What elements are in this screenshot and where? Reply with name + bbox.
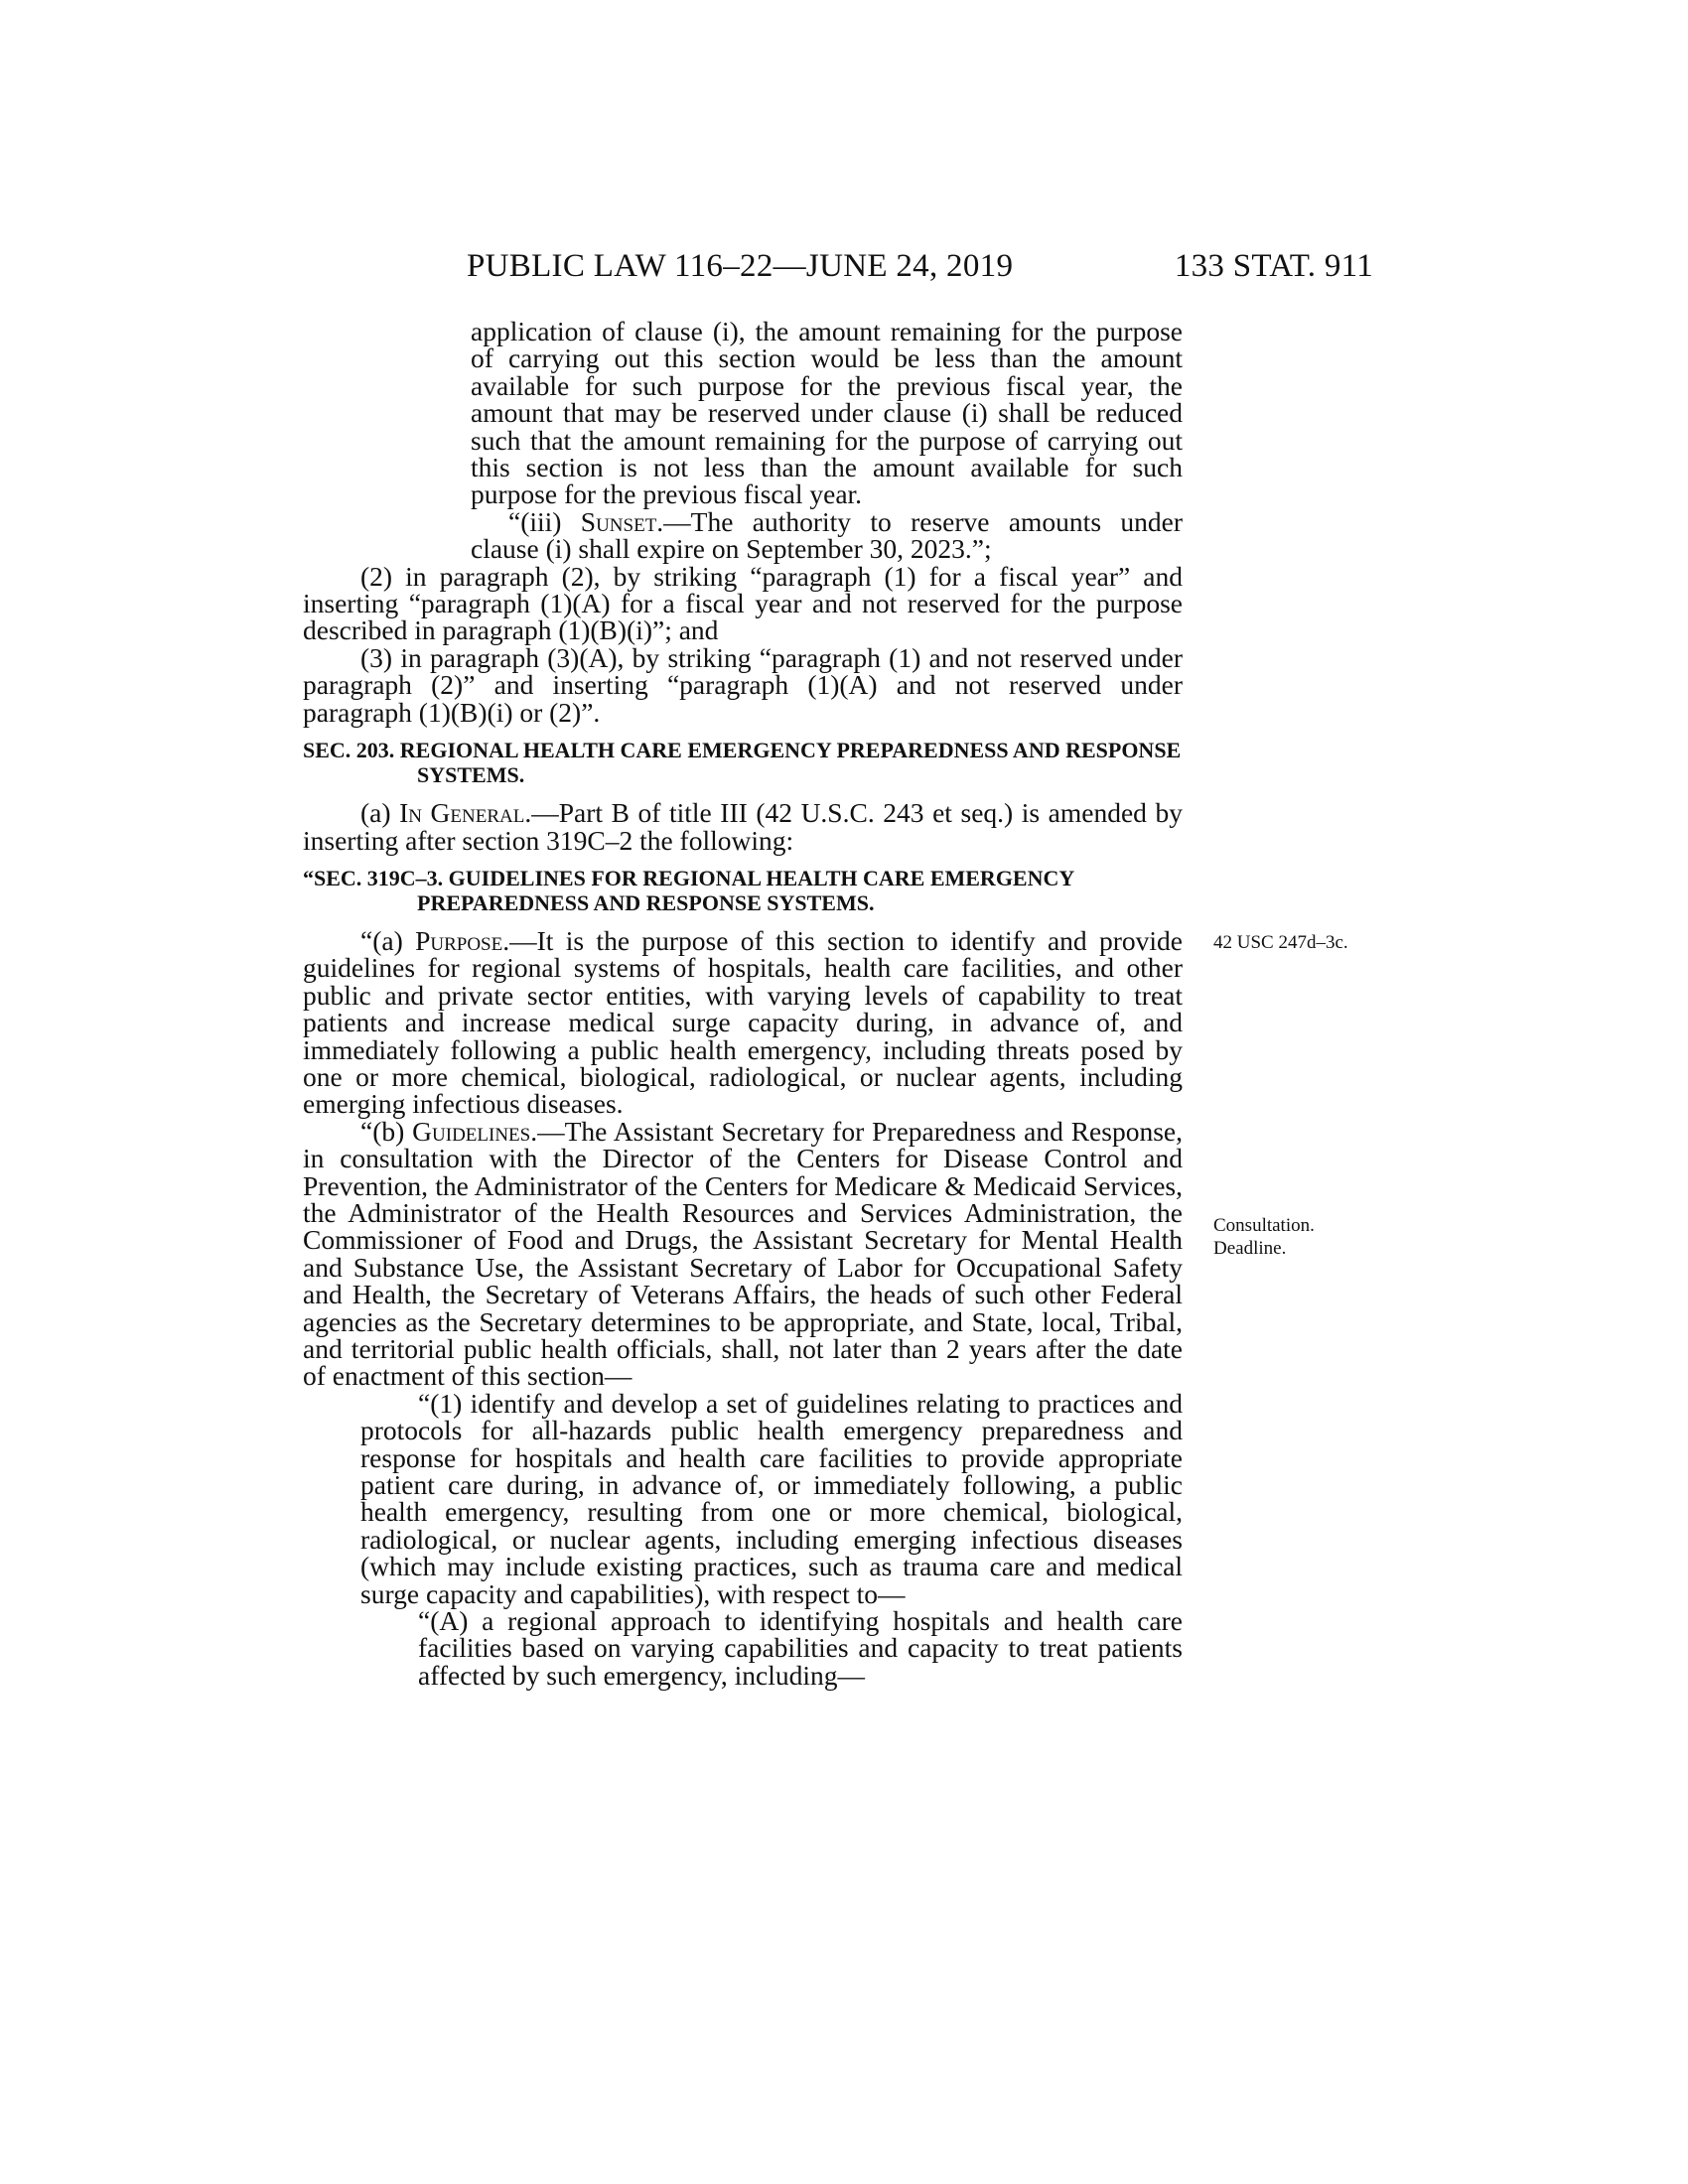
margin-note-deadline: Deadline.	[1213, 1238, 1287, 1259]
clause-block	[303, 318, 1183, 563]
paragraph-amendment-2: (2) in paragraph (2), by striking “paragraph (1) for a fiscal year” and inserting “paragraph (1)(A) for a fiscal year and not reserved for the purpose described in paragraph (1)(B)(i)”; and	[303, 560, 1183, 646]
in-general-heading: In General	[399, 797, 525, 829]
margin-note-usc: 42 USC 247d–3c.	[1213, 932, 1348, 953]
paragraph-clause-iii: “(iii) Sunset.—The authority to reserve amounts under clause (i) shall expire on September 30, 2023.”;	[471, 505, 1183, 565]
paragraph-A-regional: “(A) a regional approach to identifying hospitals and health care facilities based on varying capabilities and capacity to treat patients affected by such emergency, including—	[418, 1605, 1183, 1691]
paragraph-clause-ii-continuation: application of clause (i), the amount remaining for the purpose of carrying out this section would be less than the amount available for such purpose for the previous fiscal year, the amount that may be reserved under clause (i) shall be reduced such that the amount remaining for the purpose of carrying out this section is not less than the amount available for such purpose for the previous fiscal year.	[471, 316, 1183, 510]
subparagraph-block-A	[303, 1607, 1183, 1689]
purpose-heading: Purpose	[415, 924, 503, 956]
paragraph-1-identify: “(1) identify and develop a set of guidelines relating to practices and protocols for all-hazards public health emergency preparedness and response for hospitals and health care facilities to provide appropriate patient care during, in advance of, or immediately following, a public health emergency, resulting from one or more chemical, biological, radiological, or nuclear agents, including emerging infectious diseases (which may include existing practices, such as trauma care and medical surge capacity and capabilities), with respect to—	[360, 1387, 1183, 1609]
paragraph-guidelines: “(b) Guidelines.—The Assistant Secretary for Preparedness and Response, in consultation with the Director of the Centers for Disease Control and Prevention, the Administrator of the Centers for Medicare & Medicaid Services, the Administrator of the Health Resources and Services Administration, the Commissioner of Food and Drugs, the Assistant Secretary for Mental Health and Substance Use, the Assistant Secretary of Labor for Occupational Safety and Health, the Secretary of Veterans Affairs, the heads of such other Federal agencies as the Secretary determines to be appropriate, and State, local, Tribal, and territorial public health officials, shall, not later than 2 years after the date of enactment of this section—	[303, 1115, 1183, 1392]
section-319c3-heading: “SEC. 319C–3. GUIDELINES FOR REGIONAL HEALTH CARE EMERGENCY PREPAREDNESS AND RESPONSE SYSTEMS.	[303, 865, 1074, 915]
subparagraph-block-1	[303, 1387, 1183, 1609]
page-number: 133 STAT. 911	[1174, 248, 1373, 284]
paragraph-purpose: “(a) Purpose.—It is the purpose of this section to identify and provide guidelines for regional systems of hospitals, health care facilities, and other public and private sector entities, with varying levels of capability to treat patients and increase medical surge capacity during, in advance of, and immediately following a public health emergency, including threats posed by one or more chemical, biological, radiological, or nuclear agents, including emerging infectious diseases.	[303, 924, 1183, 1120]
main-text-column	[303, 318, 1183, 1689]
margin-note-consultation: Consultation.	[1213, 1215, 1315, 1236]
paragraph-in-general: (a) In General.—Part B of title III (42 U.S.C. 243 et seq.) is amended by inserting after section 319C–2 the following:	[303, 797, 1183, 856]
guidelines-heading: Guidelines	[412, 1115, 531, 1147]
amendment-block	[303, 560, 1183, 728]
paragraph-amendment-3: (3) in paragraph (3)(A), by striking “paragraph (1) and not reserved under paragraph (2)” and inserting “paragraph (1)(A) and not reserved under paragraph (1)(B)(i) or (2)”.	[303, 641, 1183, 728]
running-header-title: PUBLIC LAW 116–22—JUNE 24, 2019	[467, 248, 1014, 284]
sunset-heading: Sunset	[580, 505, 657, 537]
section-203-heading: SEC. 203. REGIONAL HEALTH CARE EMERGENCY PREPAREDNESS AND RESPONSE SYSTEMS.	[303, 738, 1182, 788]
